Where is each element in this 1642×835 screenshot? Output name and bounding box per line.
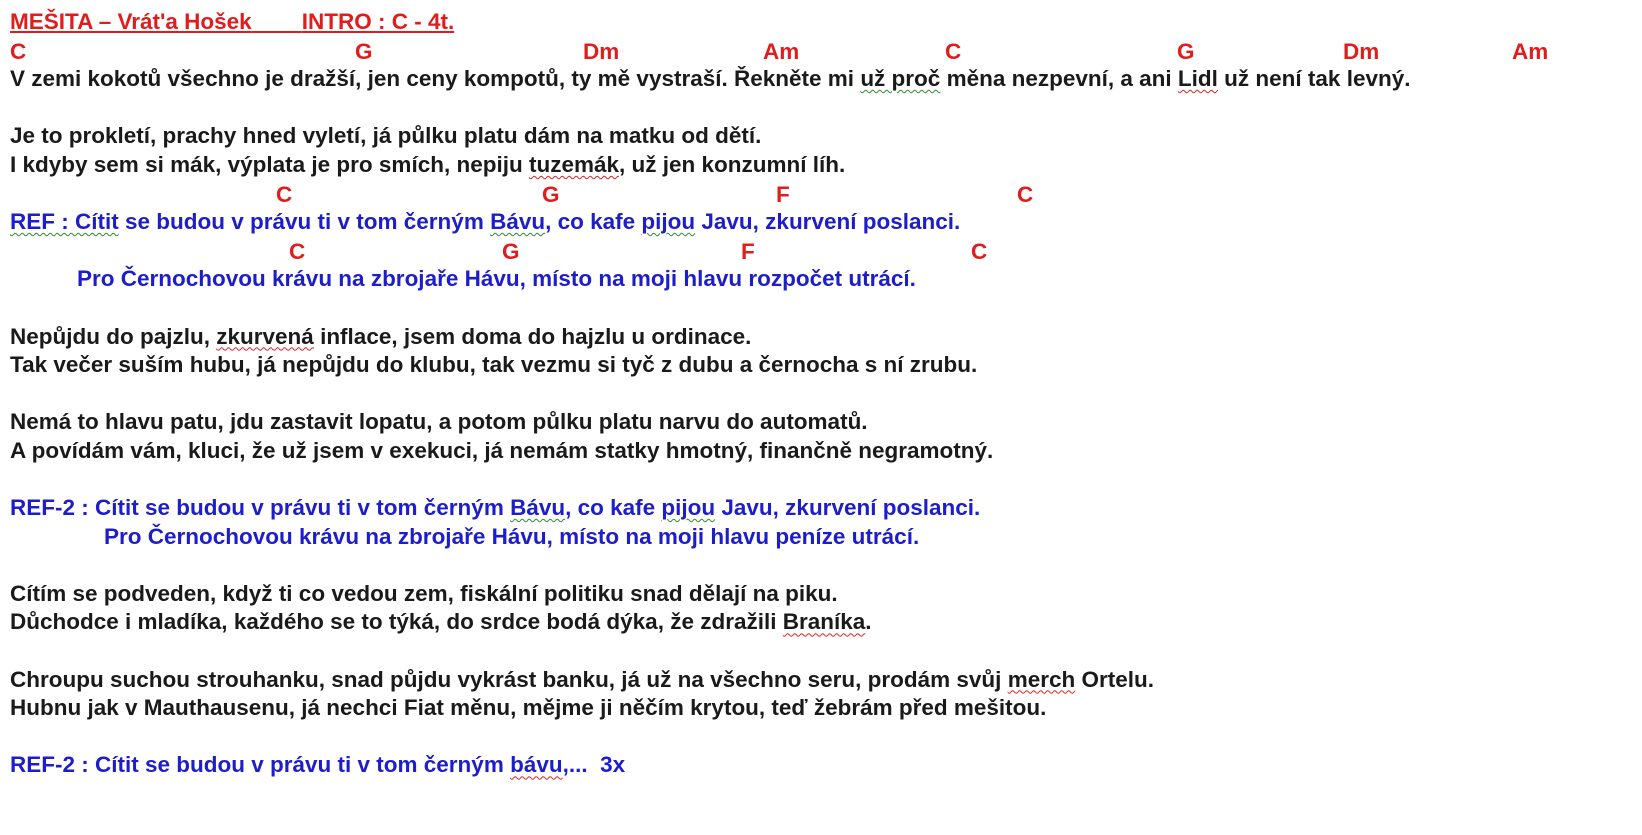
verse4-line2: Důchodce i mladíka, každého se to týká, do srdce bodá dýka, že zdražili Braníka. (10, 609, 872, 635)
chord: Am (763, 38, 800, 64)
song-title: MEŠITA – Vrát'a Hošek (10, 9, 252, 34)
chord: F (741, 238, 755, 264)
verse2-line2: Tak večer suším hubu, já nepůjdu do klubu, tak vezmu si tyč z dubu a černocha s ní zrubu. (10, 352, 978, 378)
intro-label: INTRO : C - 4t. (301, 9, 455, 34)
verse1-line1: V zemi kokotů všechno je dražší, jen ceny kompotů, ty mě vystraší. Řekněte mi už proč měna nezpevní, a ani Lidl už není tak levný. (10, 66, 1411, 92)
chord: Dm (583, 38, 620, 64)
chord: C (289, 238, 306, 264)
chord: C (945, 38, 962, 64)
verse1-line3: I kdyby sem si mák, výplata je pro smích, nepiju tuzemák, už jen konzumní líh. (10, 151, 846, 177)
ref2-line2: Pro Černochovou krávu na zbrojaře Hávu, místo na moji hlavu peníze utrácí. (104, 523, 920, 549)
verse5-line1: Chroupu suchou strouhanku, snad půjdu vykrást banku, já už na všechno seru, prodám svůj merch Ortelu. (10, 666, 1154, 692)
chord: G (355, 38, 373, 64)
song-header (10, 8, 1636, 37)
chord: G (502, 238, 520, 264)
ref1-line2: Pro Černochovou krávu na zbrojaře Hávu, místo na moji hlavu rozpočet utrácí. (77, 266, 916, 292)
chord: Dm (1343, 38, 1380, 64)
verse5-line2: Hubnu jak v Mauthausenu, já nechci Fiat měnu, mějme ji něčím krytou, teď žebrám před mešitou. (10, 695, 1047, 721)
chord: G (542, 181, 560, 207)
verse2-line1: Nepůjdu do pajzlu, zkurvená inflace, jsem doma do hajzlu u ordinace. (10, 323, 752, 349)
chord: C (276, 181, 293, 207)
verse4-line1: Cítím se podveden, když ti co vedou zem, fiskální politiku snad dělají na piku. (10, 580, 838, 606)
ref3-line1: REF-2 : Cítit se budou v právu ti v tom černým bávu,... 3x (10, 752, 626, 778)
chord: C (1017, 181, 1034, 207)
chord-row-ref1 (10, 180, 1636, 209)
chord-row-verse1 (10, 37, 1636, 66)
lyrics-document (10, 8, 1636, 780)
verse3-line2: A povídám vám, kluci, že už jsem v exekuci, já nemám statky hmotný, finančně negramotný. (10, 437, 994, 463)
verse3-line1: Nemá to hlavu patu, jdu zastavit lopatu, a potom půlku platu narvu do automatů. (10, 409, 868, 435)
ref1-line1: REF : Cítit se budou v právu ti v tom černým Bávu, co kafe pijou Javu, zkurvení poslanci. (10, 209, 961, 235)
chord-row-ref1-b (10, 237, 1636, 266)
chord: Am (1512, 38, 1549, 64)
chord: C (10, 38, 27, 64)
verse1-line2: Je to prokletí, prachy hned vyletí, já půlku platu dám na matku od dětí. (10, 123, 762, 149)
ref2-line1: REF-2 : Cítit se budou v právu ti v tom černým Bávu, co kafe pijou Javu, zkurvení poslanci. (10, 495, 981, 521)
chord: C (971, 238, 988, 264)
chord: G (1177, 38, 1195, 64)
chord: F (776, 181, 790, 207)
